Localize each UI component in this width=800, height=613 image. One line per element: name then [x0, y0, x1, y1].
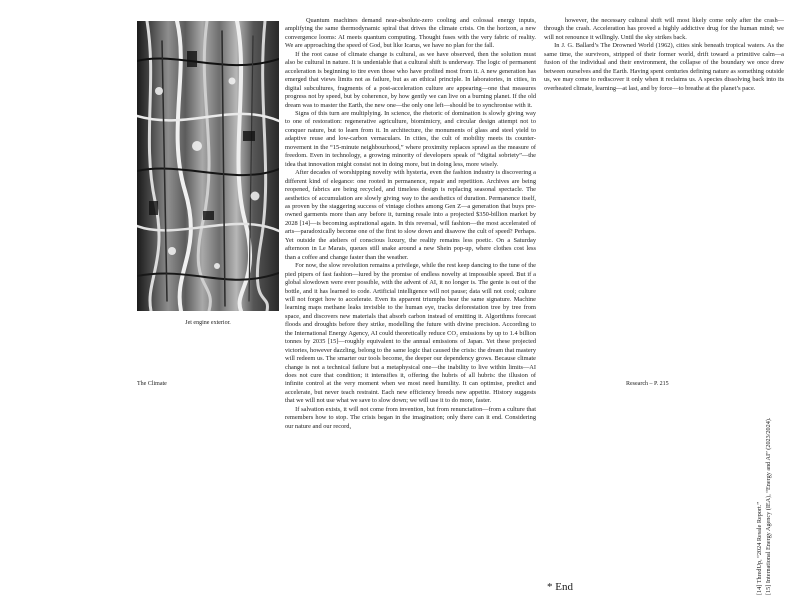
body-column-2	[544, 17, 784, 142]
running-head-right: Research – P. 215	[626, 381, 669, 387]
footnote: [14] ThredUp, “2024 Resale Report.”	[756, 501, 763, 595]
footnotes	[756, 385, 773, 595]
end-mark: * End	[547, 581, 573, 593]
running-head-left: The Climate	[137, 381, 167, 387]
footnote: [15] International Energy Agency (IEA), “Energy and AI” (2023/2024).	[764, 417, 772, 595]
paragraph: If the root cause of climate change is cultural, as we have observed, then the solution must also be cultural in nature. It is undeniable that a cultural shift is underway. The logic of permanent acceleration is beginning to tire even those who have profited most from it. A new generation has emerged that views limits not as failure, but as an ethical principle. In laboratories, in cities, in digital subcultures, fragments of a post-acceleration culture are appearing—one that measures progress not by speed, but by coherence, by how gently we can live on a burning planet. If the old dream was to master the Earth, the new one—the only one left—should be to synchronise with it.	[285, 50, 536, 109]
paragraph: Quantum machines demand near-absolute-zero cooling and colossal energy inputs, amplifying the same thermodynamic spiral that drives the climate crisis. On the horizon, a new convergence looms: AI meets quantum computing. Thought fuses with the very fabric of reality. We are approaching the speed of God, but like Icarus, we have no plan for the fall.	[285, 17, 536, 50]
paragraph: If salvation exists, it will not come from invention, but from renunciation—from a culture that remembers how to stop. The crisis began in the imagination; only there can it end. Considering our nature and our record,	[285, 405, 536, 430]
body-column-1	[285, 17, 536, 609]
paragraph: After decades of worshipping novelty with hysteria, even the fashion industry is discovering a different kind of elegance: one rooted in permanence, repair and repetition. Archives are being reopened, fabrics are being recycled, and timeless design is replacing seasonal spectacle. The aesthetics of accumulation are slowly giving way to the aesthetics of duration. Permanence itself, as proven by the staggering success of vintage clothes among Gen Z—a generation that buys pre-owned garments more than any before it, turning resale into a projected $350-billion market by 2028 [14]—is becoming aspirational again. In this reversal, will fashion—the most accelerated of arts—paradoxically become one of the first to slow down and disavow the cult of speed? Perhaps. Yet outside the ateliers of conscious luxury, the reality remains less poetic. On a Saturday afternoon in Le Marais, queues still snake around a new Shein pop-up, where clothes cost less than a coffee and change faster than the weather.	[285, 169, 536, 261]
paragraph: however, the necessary cultural shift will most likely come only after the crash—through the crash. Acceleration has proved a highly addictive drug for the human mind; we will not renounce it willingly. Until the sky strikes back.	[544, 17, 784, 41]
paragraph: Signs of this turn are multiplying. In science, the rhetoric of domination is slowly giving way to one of restoration: regenerative agriculture, biomimicry, and circular design attempt not to conquer nature, but to learn from it. In architecture, the monuments of glass and steel yield to adaptive reuse and low-carbon vernaculars. In cities, the cult of mobility meets its counter-movement in the “15-minute neighbourhood,” where proximity replaces sprawl as the measure of freedom. Even in technology, a growing minority of developers speak of “digital sobriety”—the idea that innovation might consist not in doing more, but in doing less, more wisely.	[285, 109, 536, 168]
paragraph: In J. G. Ballard’s The Drowned World (1962), cities sink beneath tropical waters. As the same time, the survivors, stripped of their former world, drift toward a primitive calm—a fusion of the individual and their environment, the collapse of the boundary we once drew between ourselves and the Earth. Having spent centuries defining nature as something outside us, we may come to rediscover it only when it reclaims us. A species dissolving back into its overheated climate, learning—at last, and by force—to breathe at the planet’s pace.	[544, 42, 784, 92]
paragraph: For now, the slow revolution remains a privilege, while the rest keep dancing to the tune of the pied pipers of fast fashion—lured by the promise of endless novelty at impossible speed. But if a global slowdown were ever possible, with the advent of AI, it no longer is. The genie is out of the bottle, and it has learned to code. Artificial intelligence will not pause; data will not cool; culture will not forget how to accelerate. Even its apparent triumphs bear the same signature. Machine learning maps methane leaks invisible to the human eye, tracks deforestation tree by tree from space, and discovers new materials that absorb carbon instead of emitting it. Algorithms forecast floods and droughts before they strike, modelling the future with divine precision. According to the International Energy Agency, AI could theoretically reduce CO₂ emissions by up to 1.4 billion tonnes by 2035 [15]—roughly equivalent to the annual emissions of Japan. Yet these projected victories, however dazzling, belong to the same logic that caused the crisis: the dream that mastery will redeem us. The smarter our tools become, the deeper our dependency grows. Because climate change is not a technical failure but a metaphysical one—the inability to live within limits—AI does not cure that condition; it intensifies it, offering the hubris of all hubris: the illusion of infinite control at the very moment when we most need humility. It can optimise, predict and accelerate, but never teach restraint. Each new efficiency breeds new appetite. History suggests that we will not use what we save to slow down; we will use it to do more, faster.	[285, 262, 536, 405]
jet-engine-photo	[137, 21, 279, 311]
engine-pipes-drawing	[137, 21, 279, 311]
figure-caption: Jet engine exterior.	[185, 320, 231, 326]
